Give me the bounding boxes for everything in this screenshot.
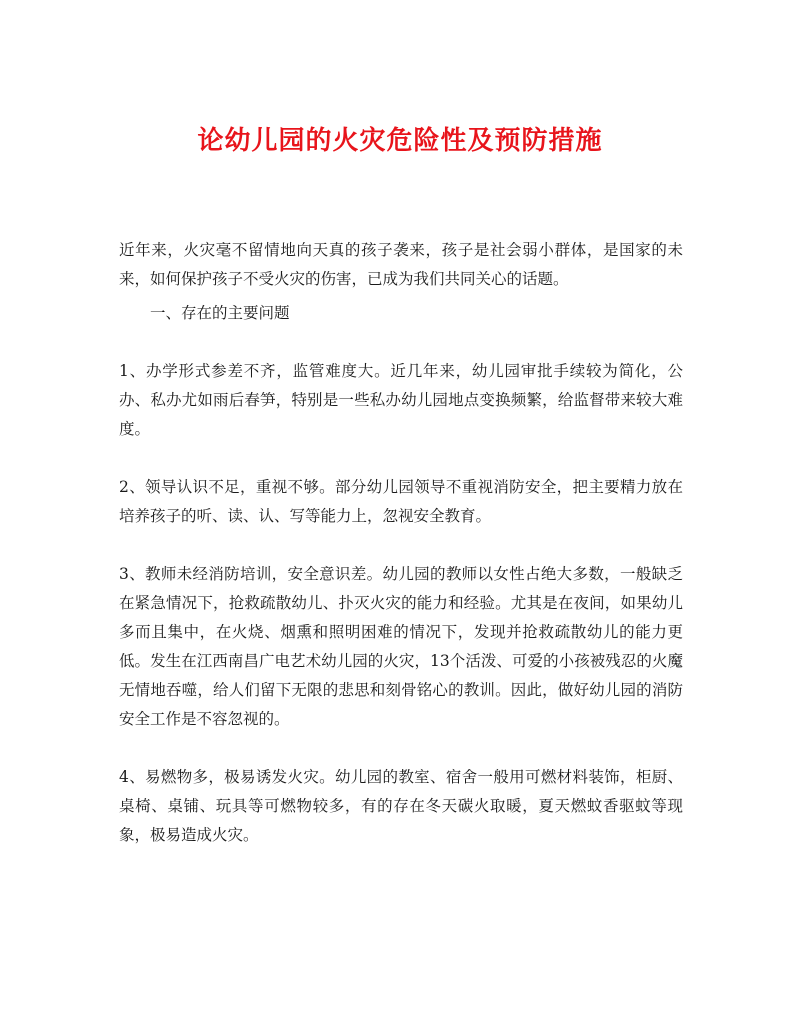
item-paragraph-4: 4、易燃物多，极易诱发火灾。幼儿园的教室、宿舍一般用可燃材料装饰，柜厨、桌椅、桌铺、玩具等可燃物较多，有的存在冬天碳火取暖，夏天燃蚊香驱蚊等现象，极易造成火灾。 bbox=[119, 768, 683, 844]
section-heading: 一、存在的主要问题 bbox=[150, 304, 290, 322]
intro-paragraph: 近年来，火灾毫不留情地向天真的孩子袭来，孩子是社会弱小群体，是国家的未来，如何保护孩子不受火灾的伤害，已成为我们共同关心的话题。 bbox=[119, 241, 683, 288]
item-paragraph-2: 2、领导认识不足，重视不够。部分幼儿园领导不重视消防安全，把主要精力放在培养孩子的听、读、认、写等能力上，忽视安全教育。 bbox=[119, 478, 683, 525]
item-paragraph-3: 3、教师未经消防培训，安全意识差。幼儿园的教师以女性占绝大多数，一般缺乏在紧急情况下，抢救疏散幼儿、扑灭火灾的能力和经验。尤其是在夜间，如果幼儿多而且集中，在火烧、烟熏和照明困难的情况下，发现并抢救疏散幼儿的能力更低。发生在江西南昌广电艺术幼儿园的火灾，13个活泼、可爱的小孩被残忍的火魔无情地吞噬，给人们留下无限的悲思和刻骨铭心的教训。因此，做好幼儿园的消防安全工作是不容忽视的。 bbox=[119, 565, 683, 728]
document-body bbox=[119, 236, 683, 850]
document-title: 论幼儿园的火灾危险性及预防措施 bbox=[197, 126, 603, 157]
item-paragraph-1: 1、办学形式参差不齐，监管难度大。近几年来，幼儿园审批手续较为简化，公办、私办尤如雨后春笋，特别是一些私办幼儿园地点变换频繁，给监督带来较大难度。 bbox=[119, 362, 683, 438]
